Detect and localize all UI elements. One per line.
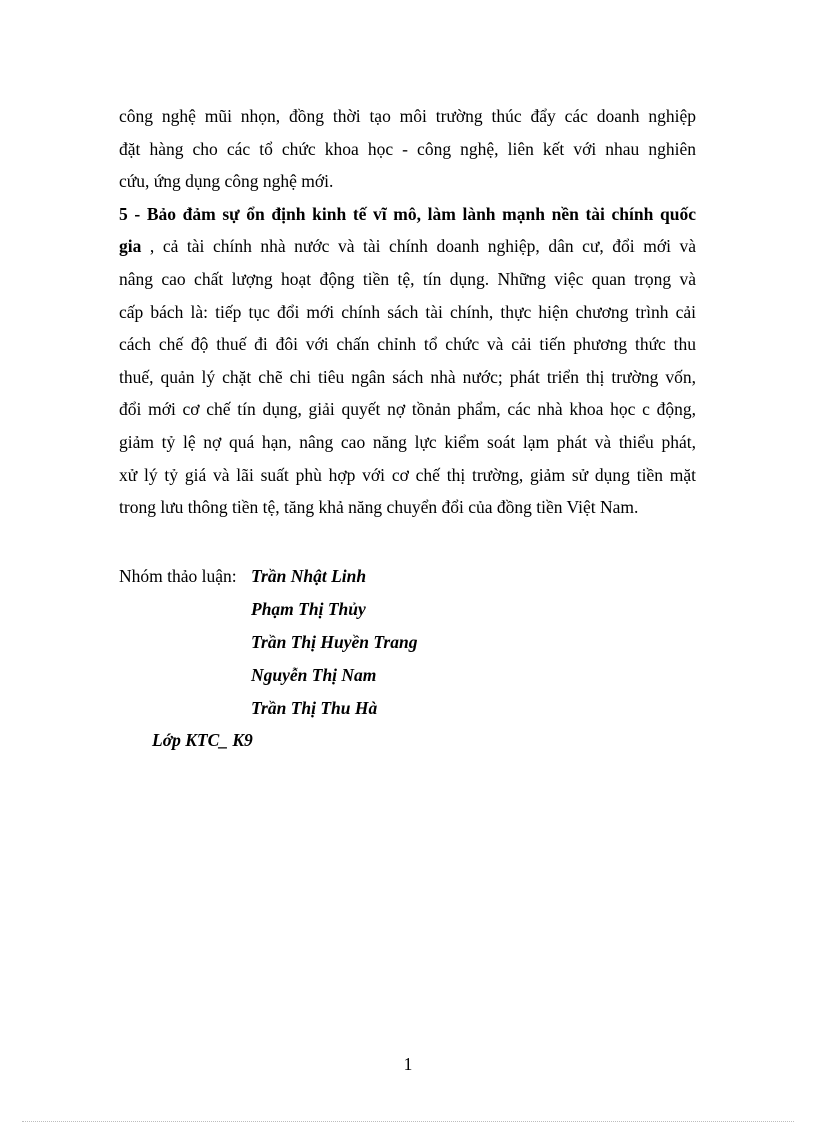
- point-5-heading: 5 - Bảo đảm sự ổn định kinh tế vĩ mô, làm lành mạnh nền tài chính quốc: [119, 203, 696, 224]
- text-line: đổi mới cơ chế tín dụng, giải quyết nợ tồnản phẩm, các nhà khoa học c động,: [119, 399, 696, 420]
- footer-divider: [22, 1121, 794, 1122]
- text-line: xử lý tỷ giá và lãi suất phù hợp với cơ chế thị trường, giảm sử dụng tiền mặt: [119, 464, 696, 485]
- text-line: đặt hàng cho các tổ chức khoa học - công nghệ, liên kết với nhau nghiên: [119, 138, 696, 159]
- point-5-heading-end: gia: [119, 236, 142, 257]
- member-name: Trần Thị Huyền Trang: [251, 632, 418, 652]
- paragraph-technology: [119, 100, 696, 198]
- text-line: công nghệ mũi nhọn, đồng thời tạo môi trường thúc đẩy các doanh nghiệp: [119, 106, 696, 126]
- text-line: cách chế độ thuế đi đôi với chấn chỉnh tổ chức và cải tiến phương thức thu: [119, 334, 696, 355]
- member-name: Trần Thị Thu Hà: [251, 698, 378, 718]
- paragraph-point-5: [119, 198, 696, 524]
- text-line: thuế, quản lý chặt chẽ chi tiêu ngân sách nhà nước; phát triển thị trường vốn,: [119, 366, 696, 387]
- member-name: Nguyễn Thị Nam: [251, 665, 377, 685]
- member-name: Trần Nhật Linh: [251, 566, 367, 586]
- page-number: 1: [403, 1054, 413, 1074]
- text-line: cấp bách là: tiếp tục đổi mới chính sách tài chính, thực hiện chương trình cải: [119, 301, 696, 322]
- discussion-group-label: Nhóm thảo luận:: [119, 566, 237, 586]
- text-line: nâng cao chất lượng hoạt động tiền tệ, tín dụng. Những việc quan trọng và: [119, 268, 696, 289]
- class-name: Lớp KTC_ K9: [152, 730, 253, 750]
- text-line: giảm tỷ lệ nợ quá hạn, nâng cao năng lực kiểm soát lạm phát và thiểu phát,: [119, 431, 696, 452]
- body-text: [119, 100, 696, 524]
- text-segment: , cả tài chính nhà nước và tài chính doanh nghiệp, dân cư, đổi mới và: [141, 236, 696, 257]
- text-line: [119, 230, 696, 263]
- text-line: cứu, ứng dụng công nghệ mới.: [119, 171, 334, 192]
- member-name: Phạm Thị Thủy: [251, 599, 366, 619]
- text-line: trong lưu thông tiền tệ, tăng khả năng chuyển đổi của đồng tiền Việt Nam.: [119, 497, 639, 518]
